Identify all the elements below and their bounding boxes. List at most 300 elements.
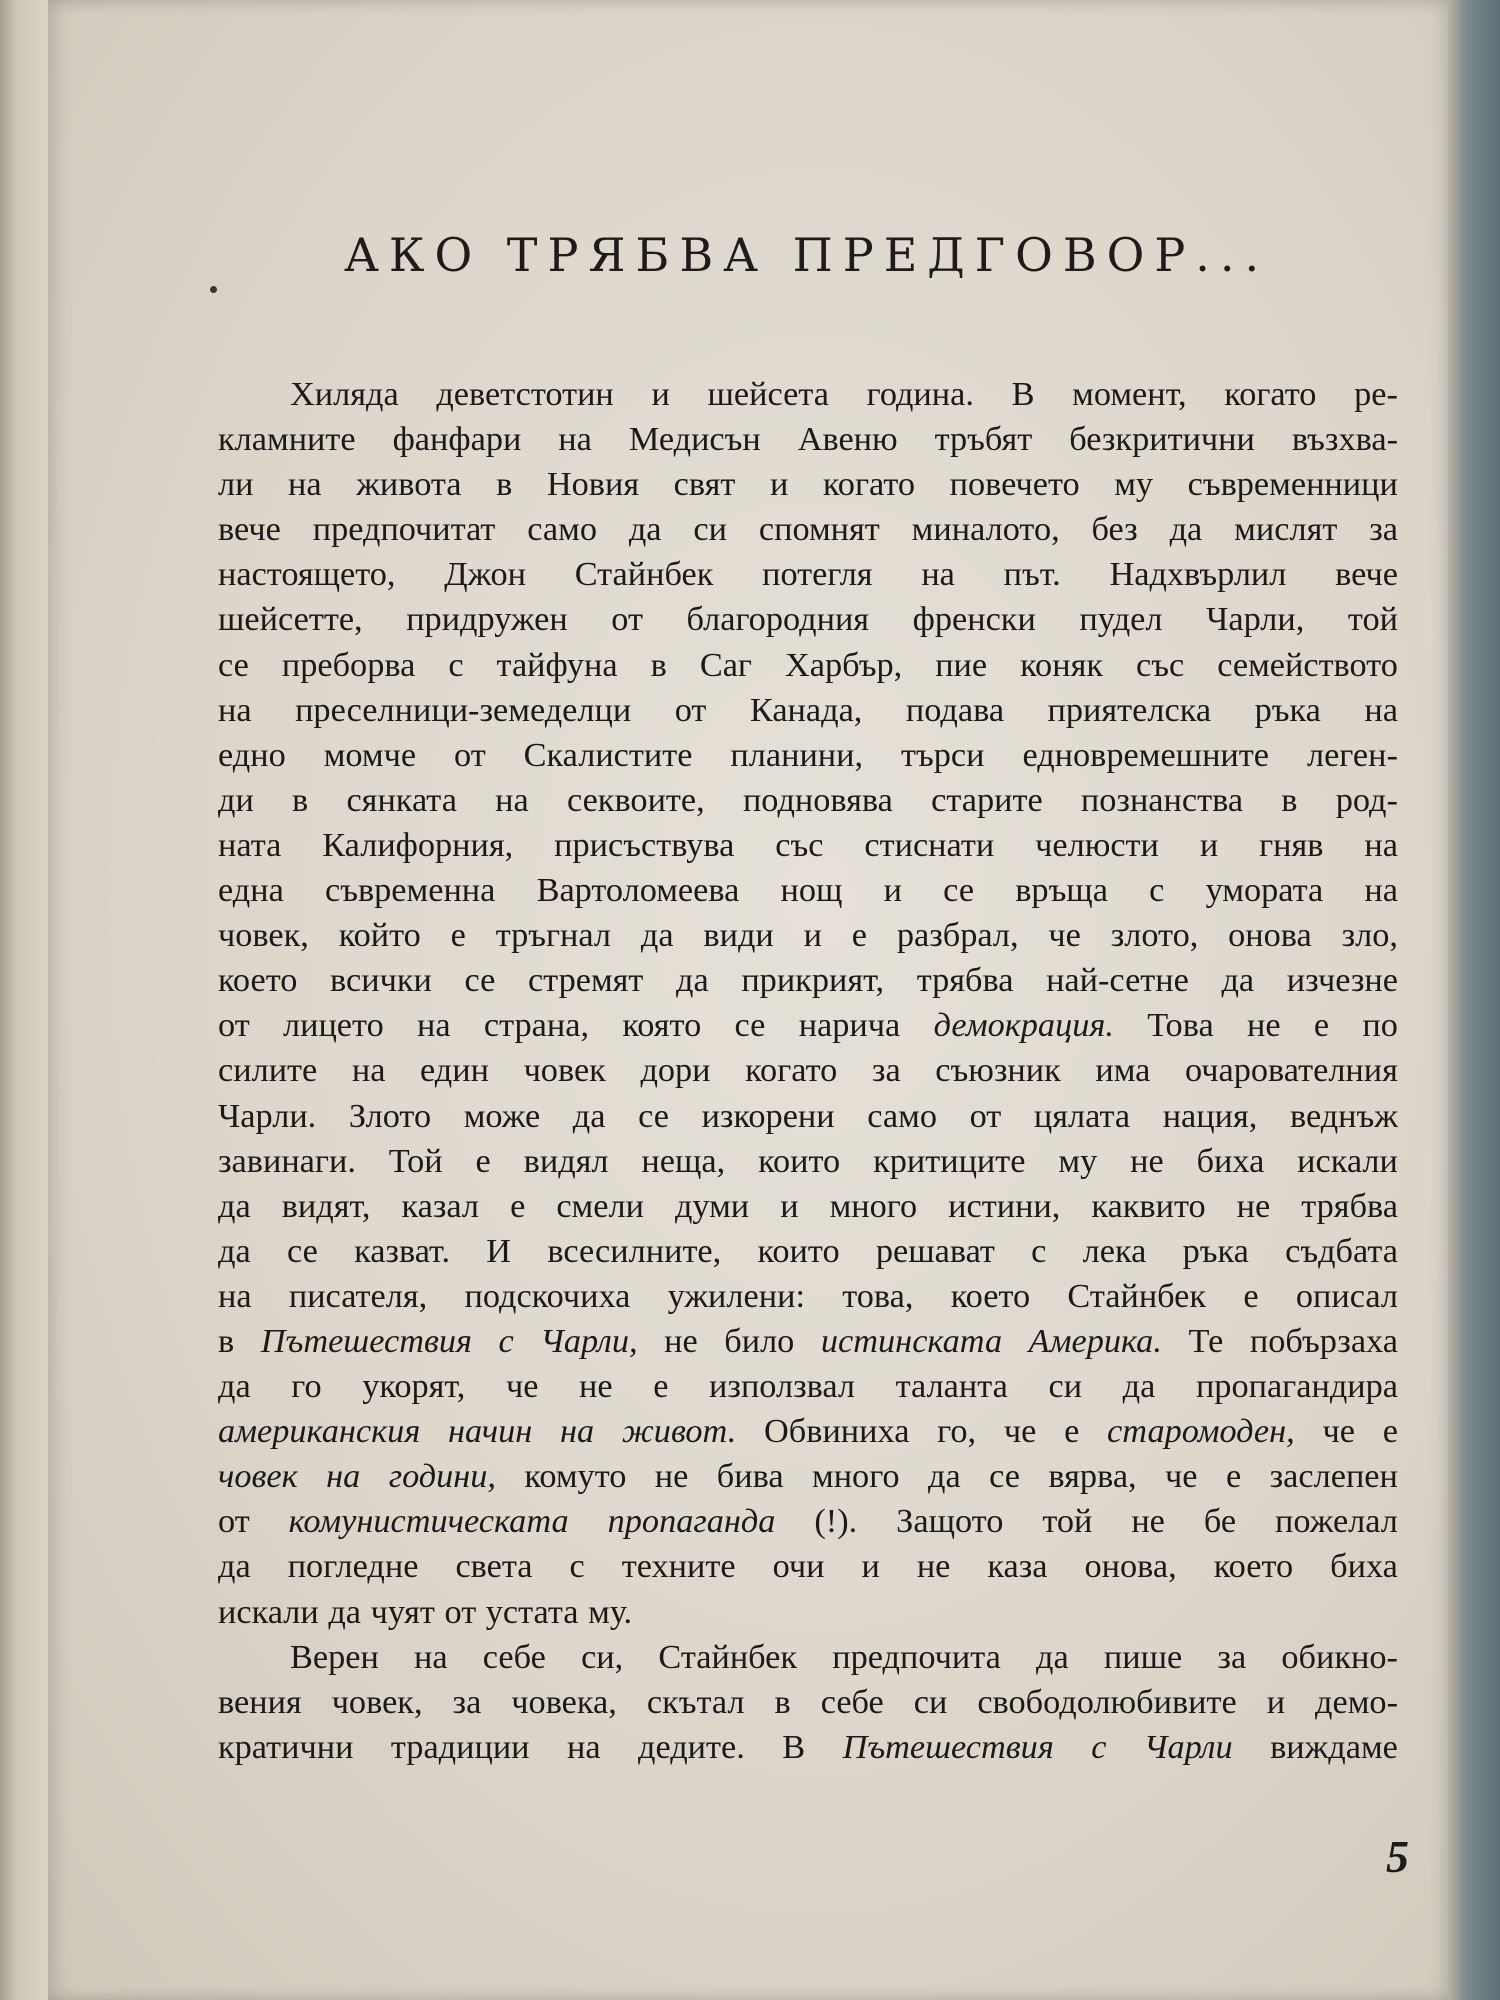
word: да — [218, 1367, 251, 1406]
word: света — [455, 1547, 533, 1586]
word: бе — [1203, 1502, 1237, 1541]
word: миналото, — [911, 510, 1060, 549]
word: на — [495, 780, 529, 819]
word: цялата — [1033, 1096, 1131, 1135]
word: Скалистите — [523, 735, 693, 774]
word: искали — [1297, 1141, 1398, 1180]
word: едно — [218, 735, 286, 774]
word: Стайнбек — [574, 555, 714, 594]
book-page — [48, 0, 1448, 2000]
word: зло, — [1341, 916, 1398, 955]
word: и — [769, 465, 789, 504]
word: и — [780, 1186, 799, 1225]
word: се — [218, 645, 249, 684]
word: изчезне — [1286, 961, 1398, 1000]
word: леген- — [1306, 735, 1398, 774]
word: фанфари — [392, 420, 522, 459]
text-line — [218, 1544, 1398, 1589]
word: Чарли — [1143, 1727, 1233, 1766]
word: трябва — [916, 961, 1014, 1000]
text-line — [218, 778, 1398, 823]
word: побързаха — [1249, 1321, 1398, 1360]
word: в — [496, 465, 513, 504]
word: на — [351, 1051, 386, 1090]
word: неща, — [641, 1141, 726, 1180]
text-line — [218, 1003, 1398, 1048]
word: шейсета — [707, 375, 829, 413]
word: било — [724, 1321, 795, 1360]
text-line — [218, 372, 1398, 417]
word: ли — [218, 465, 254, 504]
word: живот. — [621, 1412, 737, 1451]
text-line — [218, 1725, 1398, 1770]
text-line — [218, 1409, 1398, 1454]
word: от — [444, 1592, 477, 1631]
word: че — [1322, 1412, 1355, 1451]
word: види — [703, 916, 774, 955]
text-line — [218, 1184, 1398, 1229]
word: използвал — [709, 1367, 856, 1406]
word: Вартоломеева — [536, 871, 740, 910]
word: описал — [1295, 1276, 1398, 1315]
word: с — [448, 645, 464, 684]
page-number: 5 — [1386, 1831, 1409, 1882]
word: живота — [356, 465, 462, 504]
text-line — [218, 1094, 1398, 1139]
word: много — [829, 1186, 918, 1225]
word: което — [950, 1276, 1031, 1315]
word: истини, — [948, 1186, 1061, 1225]
word: си, — [581, 1637, 624, 1676]
word: има — [1095, 1051, 1151, 1090]
word: с — [1031, 1231, 1047, 1270]
word: и — [803, 916, 822, 955]
word: силите — [218, 1051, 318, 1090]
word: устата — [485, 1592, 579, 1631]
word: род- — [1335, 780, 1398, 819]
word: мислят — [1234, 510, 1338, 549]
word: човека, — [511, 1682, 617, 1721]
text-line — [218, 643, 1398, 688]
word: веднъж — [1289, 1096, 1398, 1135]
word: от — [674, 690, 707, 729]
word: Злото — [348, 1096, 432, 1135]
word: свят — [673, 465, 736, 504]
word: е — [475, 1141, 491, 1180]
word: е — [1313, 1006, 1330, 1045]
text-line — [218, 733, 1398, 778]
word: лека — [1082, 1231, 1147, 1270]
word: момент, — [1072, 375, 1187, 413]
word: се — [943, 871, 975, 910]
word: го — [291, 1367, 322, 1406]
word: умората — [1205, 871, 1324, 910]
word: казал — [401, 1186, 480, 1225]
word: истинската — [820, 1321, 1003, 1360]
word: ръка — [1182, 1231, 1249, 1270]
word: дори — [640, 1051, 711, 1090]
word: В — [782, 1727, 806, 1766]
word: Защото — [896, 1502, 1004, 1541]
word: ната — [218, 825, 282, 864]
word: онова, — [1084, 1547, 1177, 1586]
word: на — [218, 1276, 252, 1315]
word: човек — [218, 1457, 298, 1496]
word: придружен — [406, 600, 568, 639]
word: демо- — [1315, 1682, 1398, 1721]
word: от — [611, 600, 643, 639]
text-line — [218, 1274, 1398, 1319]
word: да — [1036, 1637, 1069, 1676]
word: начин — [448, 1412, 533, 1451]
word: от — [969, 1096, 1002, 1135]
word: да — [676, 961, 709, 1000]
word: преселници-земеделци — [295, 690, 632, 729]
text-line — [218, 688, 1398, 733]
word: с — [1091, 1727, 1107, 1766]
word: Канада, — [749, 690, 863, 729]
word: ръка — [1254, 690, 1321, 729]
word: на — [288, 465, 322, 504]
word: си — [913, 1682, 948, 1721]
word: завинаги. — [218, 1141, 356, 1180]
word: може — [463, 1096, 541, 1135]
word: присъствува — [554, 825, 735, 864]
word: това, — [842, 1276, 914, 1315]
word: на — [1364, 825, 1398, 864]
word: което — [218, 961, 298, 1000]
word: деветстотин — [436, 375, 614, 413]
word: Стайнбек — [1067, 1276, 1207, 1315]
word: момче — [323, 735, 417, 774]
word: той — [1042, 1502, 1093, 1541]
word: Чарли, — [1206, 600, 1305, 639]
text-line — [218, 552, 1398, 597]
word: си — [1048, 1367, 1083, 1406]
word: подновява — [742, 780, 893, 819]
word: да — [628, 510, 662, 549]
word: и — [861, 1547, 880, 1586]
word: година. — [866, 375, 974, 413]
word: е — [1382, 1412, 1398, 1451]
word: които — [757, 1231, 840, 1270]
word: че — [505, 1367, 539, 1406]
word: секвоите, — [566, 780, 705, 819]
word: думи — [674, 1186, 750, 1225]
word: укорят, — [362, 1367, 466, 1406]
page-edge-shadow — [1448, 0, 1500, 2000]
word: който — [338, 916, 421, 955]
word: което — [1213, 1547, 1294, 1586]
word: биха — [1196, 1141, 1265, 1180]
word: ужилени: — [667, 1276, 805, 1315]
word: е — [1064, 1412, 1080, 1451]
word: се — [638, 1096, 669, 1135]
word: Чарли, — [540, 1321, 638, 1360]
word: е — [1243, 1276, 1259, 1315]
word: лицето — [282, 1006, 384, 1045]
word: се — [464, 961, 496, 1000]
word: за — [1369, 510, 1398, 549]
word: от — [218, 1502, 250, 1541]
word: гняв — [1259, 825, 1324, 864]
word: на — [1364, 690, 1398, 729]
word: тръгнал — [495, 916, 612, 955]
word: че — [1003, 1412, 1037, 1451]
word: Те — [1188, 1321, 1224, 1360]
word: старите — [931, 780, 1043, 819]
word: демокрация. — [933, 1006, 1114, 1045]
word: планини, — [730, 735, 864, 774]
word: да — [328, 1592, 361, 1631]
word: да — [218, 1547, 251, 1586]
word: семейството — [1217, 645, 1398, 684]
word: да — [1169, 510, 1203, 549]
word: не — [579, 1367, 613, 1406]
word: е — [851, 916, 867, 955]
word: злото, — [1110, 916, 1199, 955]
word: да — [572, 1096, 606, 1135]
word: която — [622, 1006, 702, 1045]
text-line — [218, 1680, 1398, 1725]
word: да — [218, 1231, 251, 1270]
word: Пътешествия — [842, 1727, 1054, 1766]
word: по — [1362, 1006, 1398, 1045]
word: ди — [218, 780, 254, 819]
word: е — [1225, 1457, 1242, 1496]
word: пропагандира — [1195, 1367, 1398, 1406]
word: търси — [901, 735, 985, 774]
word: на — [558, 420, 592, 459]
word: една — [218, 871, 284, 910]
word: пропаганда — [607, 1502, 776, 1541]
word: го, — [937, 1412, 977, 1451]
word: искали — [218, 1592, 319, 1631]
word: когато — [1224, 375, 1317, 413]
word: обикно- — [1281, 1637, 1398, 1676]
word: за — [1217, 1637, 1247, 1676]
word: нощ — [780, 871, 843, 910]
word: повечето — [949, 465, 1080, 504]
word: за — [452, 1682, 482, 1721]
word: очарователния — [1185, 1051, 1398, 1090]
word: на — [326, 1457, 361, 1496]
word: в — [218, 1321, 235, 1360]
word: тръбят — [934, 420, 1033, 459]
word: е — [510, 1186, 526, 1225]
word: настоящето, — [218, 555, 396, 594]
word: че — [1048, 916, 1081, 955]
word: стиснати — [864, 825, 995, 864]
word: видял — [523, 1141, 609, 1180]
text-line — [218, 1635, 1398, 1680]
text-line — [218, 597, 1398, 642]
word: страна, — [483, 1006, 590, 1045]
word: не — [1236, 1186, 1271, 1225]
word: и — [651, 375, 670, 413]
word: дедите. — [638, 1727, 745, 1766]
word: със — [1136, 645, 1185, 684]
word: видят, — [281, 1186, 371, 1225]
text-line — [218, 1590, 1398, 1635]
word: подскочиха — [464, 1276, 631, 1315]
word: каза — [987, 1547, 1048, 1586]
word: всички — [330, 961, 432, 1000]
text-line — [218, 958, 1398, 1003]
word: когато — [745, 1051, 838, 1090]
word: тайфуна — [496, 645, 618, 684]
word: на — [1364, 871, 1398, 910]
word: без — [1091, 510, 1138, 549]
word: В — [1011, 375, 1035, 413]
word: традиции — [390, 1727, 530, 1766]
word: бива — [716, 1457, 784, 1496]
word: онова — [1228, 916, 1312, 955]
word: критиците — [873, 1141, 1026, 1180]
word: разбрал, — [896, 916, 1019, 955]
word: френски — [912, 600, 1036, 639]
word: му. — [588, 1592, 633, 1631]
word: казват. — [354, 1231, 451, 1270]
word: Стайнбек — [658, 1637, 798, 1676]
word: в — [650, 645, 667, 684]
word: виждаме — [1270, 1727, 1398, 1766]
word: в — [774, 1682, 791, 1721]
ink-dot — [210, 286, 217, 293]
word: съюзник — [935, 1051, 1061, 1090]
word: скътал — [646, 1682, 745, 1721]
word: стремят — [527, 961, 644, 1000]
word: само — [867, 1096, 937, 1135]
word: спомнят — [758, 510, 880, 549]
word: не — [916, 1547, 951, 1586]
word: от — [454, 735, 486, 774]
word: безкритични — [1069, 420, 1255, 459]
word: човек — [523, 1051, 606, 1090]
word: пудел — [1079, 600, 1163, 639]
word: е — [653, 1367, 669, 1406]
word: съвременна — [325, 871, 496, 910]
body-text — [218, 372, 1398, 1770]
word: пие — [935, 645, 988, 684]
word: едновремешните — [1022, 735, 1269, 774]
word: не — [654, 1457, 689, 1496]
word: шейсетте, — [218, 600, 363, 639]
word: Чарли. — [218, 1096, 317, 1135]
word: години, — [388, 1457, 496, 1496]
word: старомоден, — [1107, 1412, 1295, 1451]
word: благородния — [686, 600, 870, 639]
word: Хиляда — [290, 375, 399, 413]
word: на — [414, 1637, 448, 1676]
word: И — [486, 1231, 512, 1270]
word: комуто — [524, 1457, 627, 1496]
word: пожелал — [1275, 1502, 1398, 1541]
word: не — [1130, 1141, 1164, 1180]
chapter-title: АКО ТРЯБВА ПРЕДГОВОР... — [344, 228, 1270, 282]
word: човек, — [218, 916, 309, 955]
word: вярва, — [1048, 1457, 1137, 1496]
word: ре- — [1354, 375, 1398, 413]
word: на — [218, 690, 252, 729]
word: на — [566, 1727, 601, 1766]
word: техните — [621, 1547, 736, 1586]
word: съдбата — [1285, 1231, 1398, 1270]
word: да — [1221, 961, 1255, 1000]
word: се — [734, 1006, 766, 1045]
word: си — [693, 510, 727, 549]
text-line — [218, 417, 1398, 462]
word: челюсти — [1035, 825, 1159, 864]
word: американския — [218, 1412, 421, 1451]
text-line — [218, 823, 1398, 868]
word: Надхвърлил — [1109, 555, 1287, 594]
word: да — [640, 916, 674, 955]
word: изкорени — [701, 1096, 835, 1135]
text-line — [218, 507, 1398, 552]
word: му — [1114, 465, 1154, 504]
word: вече — [1335, 555, 1398, 594]
text-line — [218, 913, 1398, 958]
word: които — [758, 1141, 841, 1180]
text-line — [218, 1048, 1398, 1093]
text-line — [218, 1319, 1398, 1364]
word: връща — [1015, 871, 1108, 910]
word: Новия — [546, 465, 640, 504]
word: всесилните, — [547, 1231, 722, 1270]
word: Джон — [444, 555, 526, 594]
word: на — [921, 555, 955, 594]
text-line — [218, 1454, 1398, 1499]
word: се — [989, 1457, 1020, 1496]
text-line — [218, 1364, 1398, 1409]
word: Обвиниха — [764, 1412, 910, 1451]
word: трябва — [1301, 1186, 1398, 1225]
word: му — [1058, 1141, 1098, 1180]
word: биха — [1330, 1547, 1398, 1586]
word: не — [1246, 1006, 1281, 1045]
word: от — [218, 1006, 250, 1045]
word: Америка. — [1028, 1321, 1162, 1360]
word: погледне — [287, 1547, 419, 1586]
text-line — [218, 1499, 1398, 1544]
word: себе — [482, 1637, 546, 1676]
word: кратични — [218, 1727, 354, 1766]
word: приятелска — [1047, 690, 1212, 729]
word: един — [420, 1051, 489, 1090]
word: прикрият, — [741, 961, 885, 1000]
word: нарича — [798, 1006, 901, 1045]
word: предпочита — [832, 1637, 1001, 1676]
word: кламните — [218, 420, 356, 459]
word: с — [1149, 871, 1165, 910]
word: познанства — [1080, 780, 1244, 819]
word: комунистическата — [288, 1502, 569, 1541]
word: е — [450, 916, 466, 955]
word: Саг — [699, 645, 752, 684]
word: за — [871, 1051, 901, 1090]
word: не — [664, 1321, 698, 1360]
word: вения — [218, 1682, 302, 1721]
word: сянката — [346, 780, 457, 819]
text-line — [218, 462, 1398, 507]
word: писателя, — [288, 1276, 428, 1315]
word: свободолюбивите — [977, 1682, 1237, 1721]
text-line — [218, 1229, 1398, 1274]
word: пише — [1103, 1637, 1183, 1676]
word: Медисън — [628, 420, 761, 459]
word: таланта — [895, 1367, 1008, 1406]
